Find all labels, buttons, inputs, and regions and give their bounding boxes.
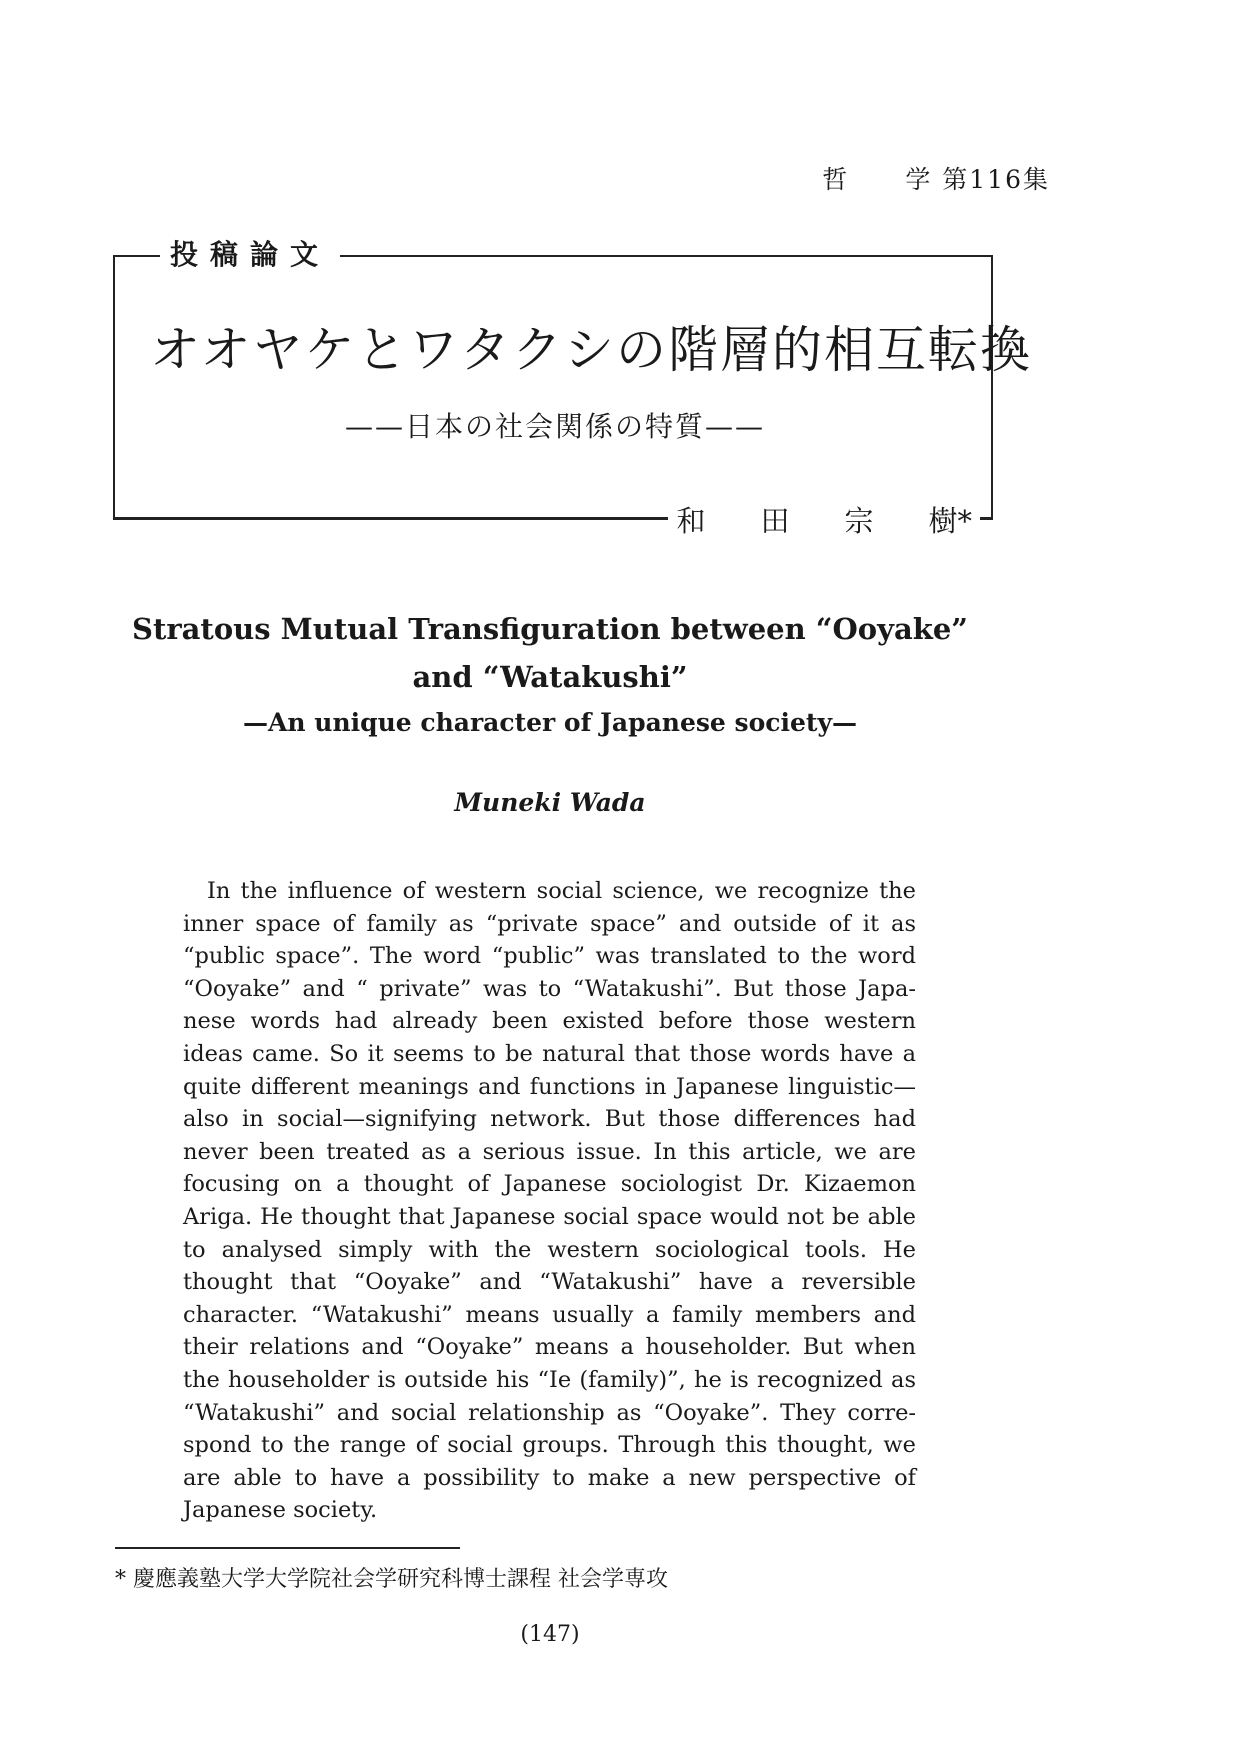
abstract-text: In the influence of western social science, we recognize the inner space of family as “private space” and outside of it as “public space”. The word “public” was translated to the word “Ooyake” and “ private” was to “Watakushi”. But those Japanese words had already been existed before those western ideas came. So it seems to be natural that those words have a quite different meanings and functions in Japanese linguistic—also in social—signifying network. But those differences had never been treated as a serious issue. In this article, we are focusing on a thought of Japanese sociologist Dr. Kizaemon Ariga. He thought that Japanese social space would not be able to analysed simply with the western sociological tools. He thought that “Ooyake” and “Watakushi” have a reversible character. “Watakushi” means usually a family members and their relations and “Ooyake” means a householder. But when the householder is outside his “Ie (family)”, he is recognized as “Watakushi” and social relationship as “Ooyake”. They correspond to the range of social groups. Through this thought, we are able to have a possibility to make a new perspective of Japanese society.: [183, 878, 916, 1524]
journal-header: [822, 160, 1050, 196]
journal-name-part2: 学: [905, 165, 933, 194]
footnote: * 慶應義塾大学大学院社会学研究科博士課程 社会学専攻: [115, 1567, 668, 1592]
author-char-1: 和: [676, 504, 706, 538]
english-author: Muneki Wada: [454, 788, 646, 817]
japanese-title: オオヤケとワタクシの階層的相互転換: [150, 321, 1032, 379]
english-title-line1: Stratous Mutual Transfiguration between “Ooyake”: [132, 612, 968, 646]
author-char-4: 樹*: [928, 504, 972, 538]
journal-volume: 第116集: [942, 165, 1050, 194]
author-char-2: 田: [760, 504, 790, 538]
author-char-3: 宗: [844, 504, 874, 538]
category-label: 投稿論文: [160, 238, 340, 272]
japanese-author: [668, 500, 980, 542]
japanese-subtitle: ——日本の社会関係の特質——: [344, 410, 765, 443]
english-subtitle: —An unique character of Japanese society—: [243, 708, 857, 737]
journal-name-part1: 哲: [822, 165, 850, 194]
english-title-line2: and “Watakushi”: [412, 660, 688, 694]
title-frame: [113, 255, 1032, 520]
english-title: [120, 605, 980, 701]
footnote-divider: [115, 1547, 460, 1549]
page-number: (147): [520, 1622, 580, 1647]
